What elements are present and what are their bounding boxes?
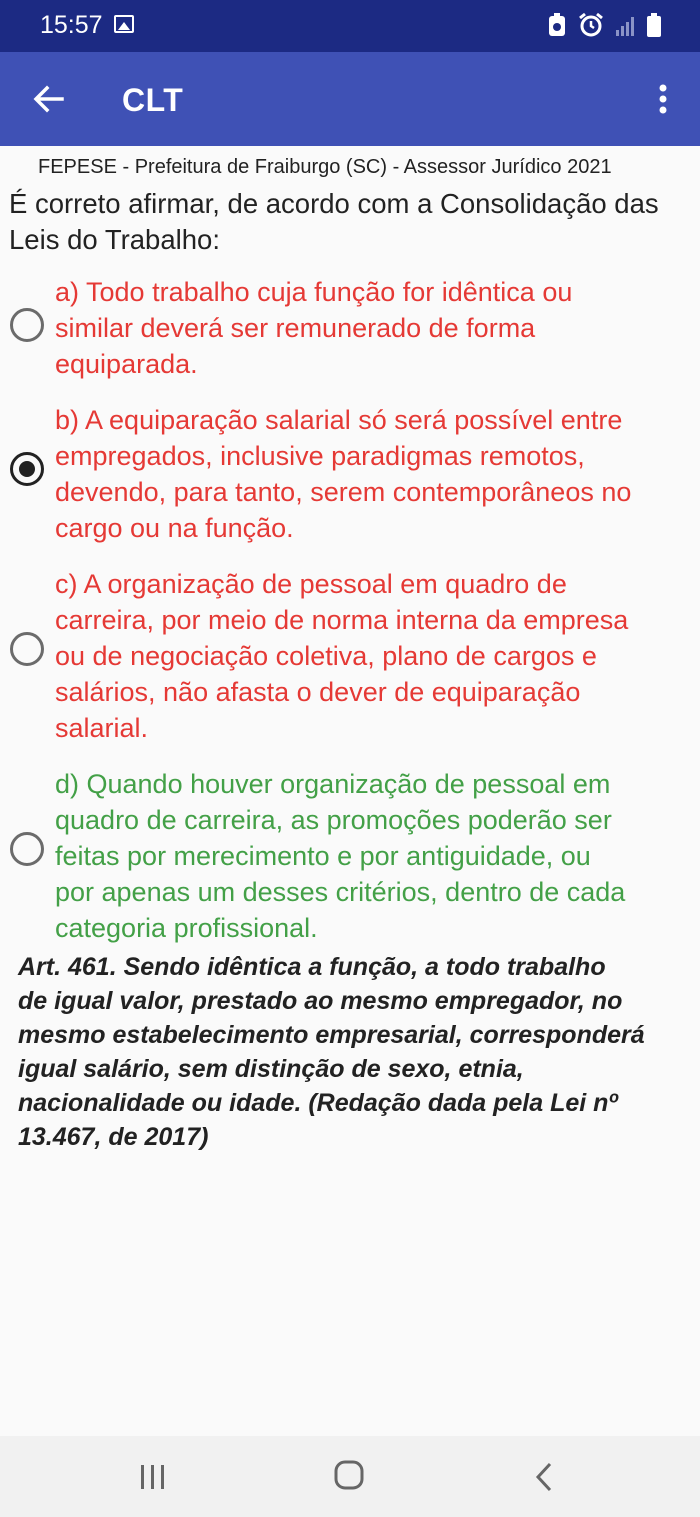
option-b[interactable] (0, 402, 700, 546)
option-a[interactable] (0, 274, 700, 382)
back-chevron-icon[interactable] (534, 1462, 554, 1492)
app-bar (0, 52, 700, 146)
recent-apps-icon[interactable] (138, 1464, 168, 1490)
option-d-radio[interactable] (10, 832, 44, 866)
more-vert-icon[interactable] (650, 76, 676, 122)
status-time: 15:57 (40, 11, 103, 39)
battery-saver-icon (546, 12, 568, 38)
home-icon[interactable] (334, 1460, 364, 1490)
battery-icon (646, 12, 662, 38)
option-c-text[interactable]: c) A organização de pessoal em quadro de carreira, por meio de norma interna da empresa ou de negociação coletiva, plano de cargos e salários, não afasta o dever de equiparação salarial. (55, 569, 629, 743)
question-source: FEPESE - Prefeitura de Fraiburgo (SC) - Assessor Jurídico 2021 (38, 156, 612, 178)
status-icons (546, 12, 662, 38)
option-b-text[interactable]: b) A equiparação salarial só será possível entre empregados, inclusive paradigmas remotos, devendo, para tanto, serem contemporâneos no cargo ou na função. (55, 405, 632, 543)
option-a-text[interactable]: a) Todo trabalho cuja função for idêntica ou similar deverá ser remunerado de forma equiparada. (55, 277, 573, 379)
option-d[interactable] (0, 766, 700, 946)
option-d-text[interactable]: d) Quando houver organização de pessoal em quadro de carreira, as promoções poderão ser feitas por merecimento e por antiguidade, ou por apenas um desses critérios, dentro de cada categoria profissional. (55, 769, 626, 943)
alarm-icon (578, 12, 604, 38)
arrow-left-icon[interactable] (26, 76, 72, 122)
option-a-radio[interactable] (10, 308, 44, 342)
question-text: É correto afirmar, de acordo com a Consolidação das Leis do Trabalho: (9, 188, 659, 255)
app-title: CLT (122, 82, 184, 118)
option-c-radio[interactable] (10, 632, 44, 666)
answer-explanation: Art. 461. Sendo idêntica a função, a todo trabalho de igual valor, prestado ao mesmo empregador, no mesmo estabelecimento empresarial, corresponderá igual salário, sem distinção de sexo, etnia, nacionalidade ou idade. (Redação dada pela Lei nº 13.467, de 2017) (18, 953, 645, 1151)
option-c[interactable] (0, 566, 700, 746)
status-bar (0, 0, 700, 52)
image-notification-icon (114, 15, 134, 33)
navigation-bar (0, 1436, 700, 1517)
option-b-radio[interactable] (10, 452, 44, 486)
signal-icon (614, 12, 636, 38)
